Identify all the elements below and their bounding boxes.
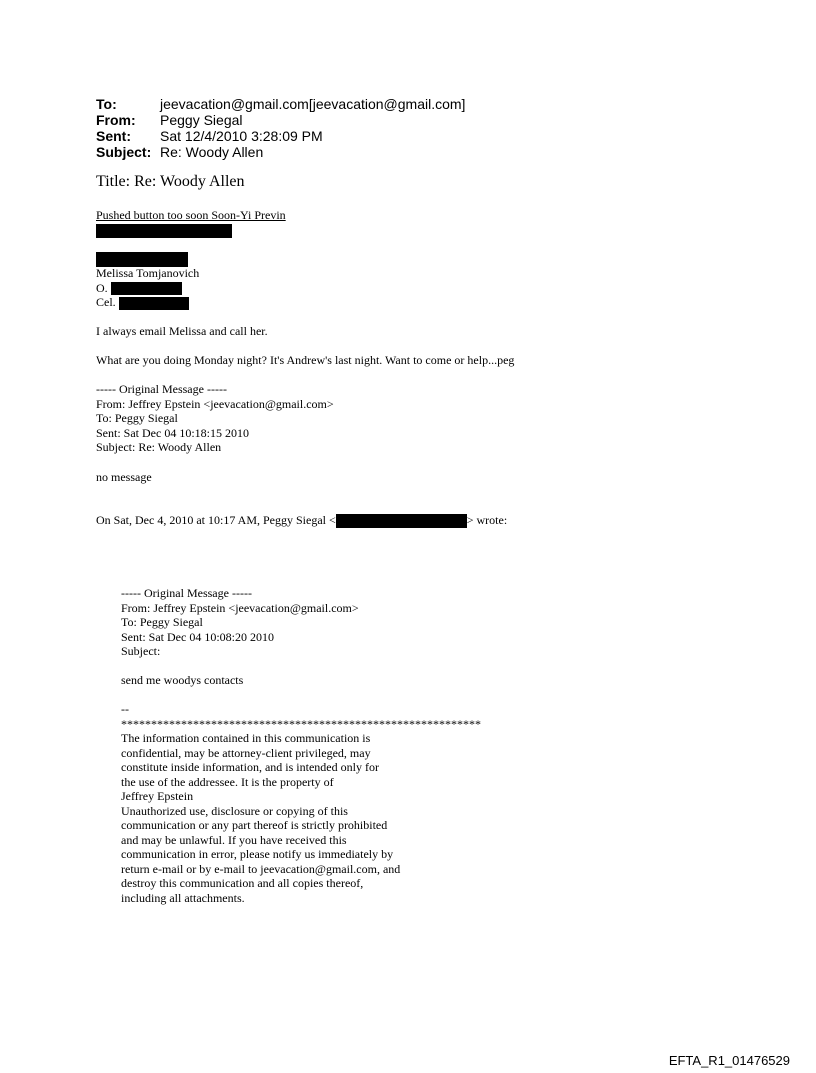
disclaimer-line: confidential, may be attorney-client privileged, may xyxy=(121,745,371,760)
disclaimer xyxy=(121,731,481,905)
disclaimer-line: The information contained in this communication is xyxy=(121,731,371,745)
disclaimer-line: Unauthorized use, disclosure or copying of this xyxy=(121,803,348,818)
orig2-sent: Sent: Sat Dec 04 10:08:20 2010 xyxy=(121,629,274,644)
wrote-suffix: > wrote: xyxy=(466,513,508,527)
body-line-1 xyxy=(96,208,286,223)
redaction-box xyxy=(96,252,188,267)
redaction-box xyxy=(119,297,189,310)
disclaimer-line: the use of the addressee. It is the property of xyxy=(121,774,334,789)
disclaimer-line: communication or any part thereof is strictly prohibited xyxy=(121,818,388,832)
disclaimer-line: and may be unlawful. If you have received this xyxy=(121,832,347,847)
sent-label: Sent: xyxy=(96,128,131,144)
redaction-1 xyxy=(96,222,232,240)
orig1-subject: Subject: Re: Woody Allen xyxy=(96,440,222,454)
disclaimer-line: destroy this communication and all copies thereof, xyxy=(121,876,364,890)
to-value: jeevacation@gmail.com[jeevacation@gmail.com] xyxy=(160,96,466,112)
contact-name: Melissa Tomjanovich xyxy=(96,266,200,280)
orig2-message: send me woodys contacts xyxy=(121,673,244,687)
contact-block xyxy=(96,266,199,310)
header-subject-row xyxy=(96,144,465,160)
sig-stars: ************************************************************ xyxy=(121,716,481,731)
wrote-prefix: On Sat, Dec 4, 2010 at 10:17 AM, Peggy Siegal < xyxy=(96,513,336,527)
header-to-row xyxy=(96,96,465,112)
to-label: To: xyxy=(96,96,117,112)
sent-value: Sat 12/4/2010 3:28:09 PM xyxy=(160,128,323,144)
subject-value: Re: Woody Allen xyxy=(160,144,264,160)
disclaimer-line: constitute inside information, and is intended only for xyxy=(121,760,379,774)
original-message-1 xyxy=(96,382,334,455)
wrote-line xyxy=(96,513,507,528)
office-label: O. xyxy=(96,280,108,295)
cel-line xyxy=(96,295,199,310)
orig2-to: To: Peggy Siegal xyxy=(121,615,203,629)
office-line xyxy=(96,281,199,296)
cel-label: Cel. xyxy=(96,295,116,310)
email-title: Title: Re: Woody Allen xyxy=(96,173,245,190)
orig1-message: no message xyxy=(96,470,152,484)
disclaimer-line: communication in error, please notify us immediately by xyxy=(121,847,394,861)
document-id-footer: EFTA_R1_01476529 xyxy=(668,1053,790,1068)
disclaimer-line: including all attachments. xyxy=(121,890,245,905)
redaction-box xyxy=(96,224,232,238)
from-label: From: xyxy=(96,112,136,128)
orig2-divider: ----- Original Message ----- xyxy=(121,586,252,600)
redaction-box xyxy=(336,514,467,528)
signature-block xyxy=(121,702,481,905)
disclaimer-line: Jeffrey Epstein xyxy=(121,789,194,803)
orig1-sent: Sent: Sat Dec 04 10:18:15 2010 xyxy=(96,425,249,440)
orig1-to: To: Peggy Siegal xyxy=(96,411,178,425)
email-header xyxy=(96,96,465,160)
pushed-button-text: Pushed button too soon Soon-Yi Previn xyxy=(96,208,286,222)
para-2: What are you doing Monday night? It's Andrew's last night. Want to come or help...peg xyxy=(96,353,515,367)
orig2-from: From: Jeffrey Epstein <jeevacation@gmail.com> xyxy=(121,600,359,615)
orig1-divider: ----- Original Message ----- xyxy=(96,382,227,396)
header-sent-row xyxy=(96,128,465,144)
header-from-row xyxy=(96,112,465,128)
orig1-from: From: Jeffrey Epstein <jeevacation@gmail.com> xyxy=(96,396,334,411)
para-1: I always email Melissa and call her. xyxy=(96,324,268,338)
sig-dash: -- xyxy=(121,702,129,716)
orig2-subject: Subject: xyxy=(121,644,161,658)
from-value: Peggy Siegal xyxy=(160,112,243,128)
redaction-box xyxy=(111,282,182,295)
original-message-2 xyxy=(121,586,359,659)
subject-label: Subject: xyxy=(96,144,152,160)
disclaimer-line: return e-mail or by e-mail to jeevacation@gmail.com, and xyxy=(121,861,401,876)
